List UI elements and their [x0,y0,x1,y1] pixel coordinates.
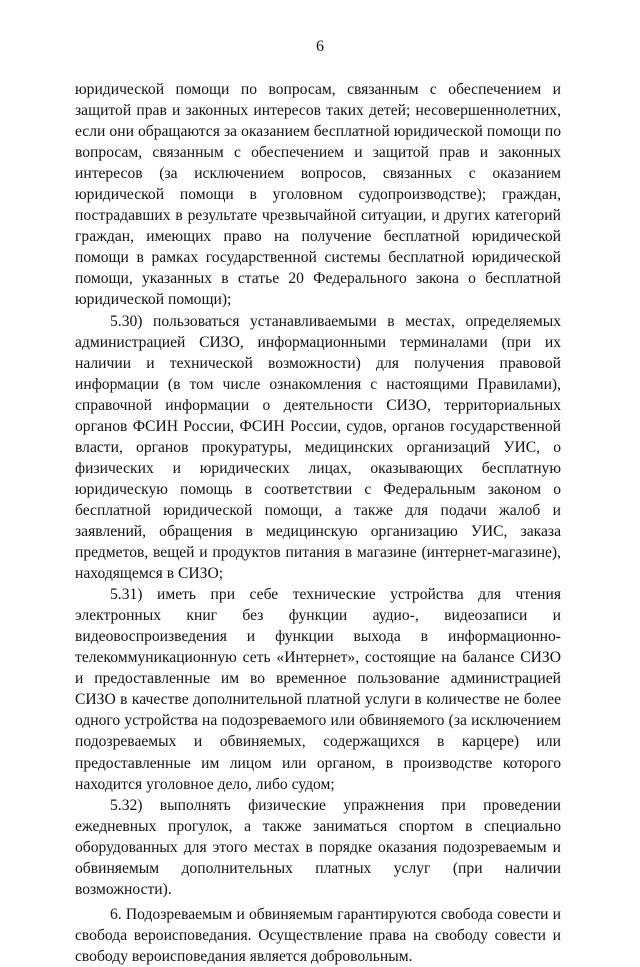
document-body [75,79,561,967]
paragraph-5-31: 5.31) иметь при себе технические устройства для чтения электронных книг без функции аудио-, видеозаписи и видеовоспроизведения и функции выхода в информационно-телекоммуникационную сеть «Интернет», состоящие на балансе СИЗО и предоставленные им во временное пользование администрацией СИЗО в качестве дополнительной платной услуги в количестве не более одного устройства на подозреваемого или обвиняемого (за исключением подозреваемых и обвиняемых, содержащихся в карцере) или предоставленные им лицом или органом, в производстве которого находится уголовное дело, либо судом; [75,586,561,793]
paragraph-continuation: юридической помощи по вопросам, связанным с обеспечением и защитой прав и законных интересов таких детей; несовершеннолетних, если они обращаются за оказанием бесплатной юридической помощи по вопросам, связанным с обеспечением и защитой прав и законных интересов (за исключением вопросов, связанных с оказанием юридической помощи в уголовном судопроизводстве); граждан, пострадавших в результате чрезвычайной ситуации, и других категорий граждан, имеющих право на получение бесплатной юридической помощи в рамках государственной системы бесплатной юридической помощи, указанных в статье 20 Федерального закона о бесплатной юридической помощи); [75,81,561,309]
page-number: 6 [316,38,324,55]
paragraph-6: 6. Подозреваемым и обвиняемым гарантируются свобода совести и свобода вероисповедания. Осуществление права на свободу совести и свободу вероисповедания является добровольным. [75,905,561,965]
paragraph-5-32: 5.32) выполнять физические упражнения при проведении ежедневных прогулок, а также заниматься спортом в специально оборудованных для этого местах в порядке оказания подозреваемым и обвиняемым дополнительных платных услуг (при наличии возможности). [75,796,561,898]
paragraph-5-30: 5.30) пользоваться устанавливаемыми в местах, определяемых администрацией СИЗО, информационными терминалами (при их наличии и технической возможности) для получения правовой информации (в том числе ознакомления с настоящими Правилами), справочной информации о деятельности СИЗО, территориальных органов ФСИН России, ФСИН России, судов, органов государственной власти, органов прокуратуры, медицинских организаций УИС, о физических и юридических лицах, оказывающих бесплатную юридическую помощь в соответствии с Федеральным законом о бесплатной юридической помощи, а также для подачи жалоб и заявлений, обращения в медицинскую организацию УИС, заказа предметов, вещей и продуктов питания в магазине (интернет-магазине), находящемся в СИЗО; [75,312,561,583]
